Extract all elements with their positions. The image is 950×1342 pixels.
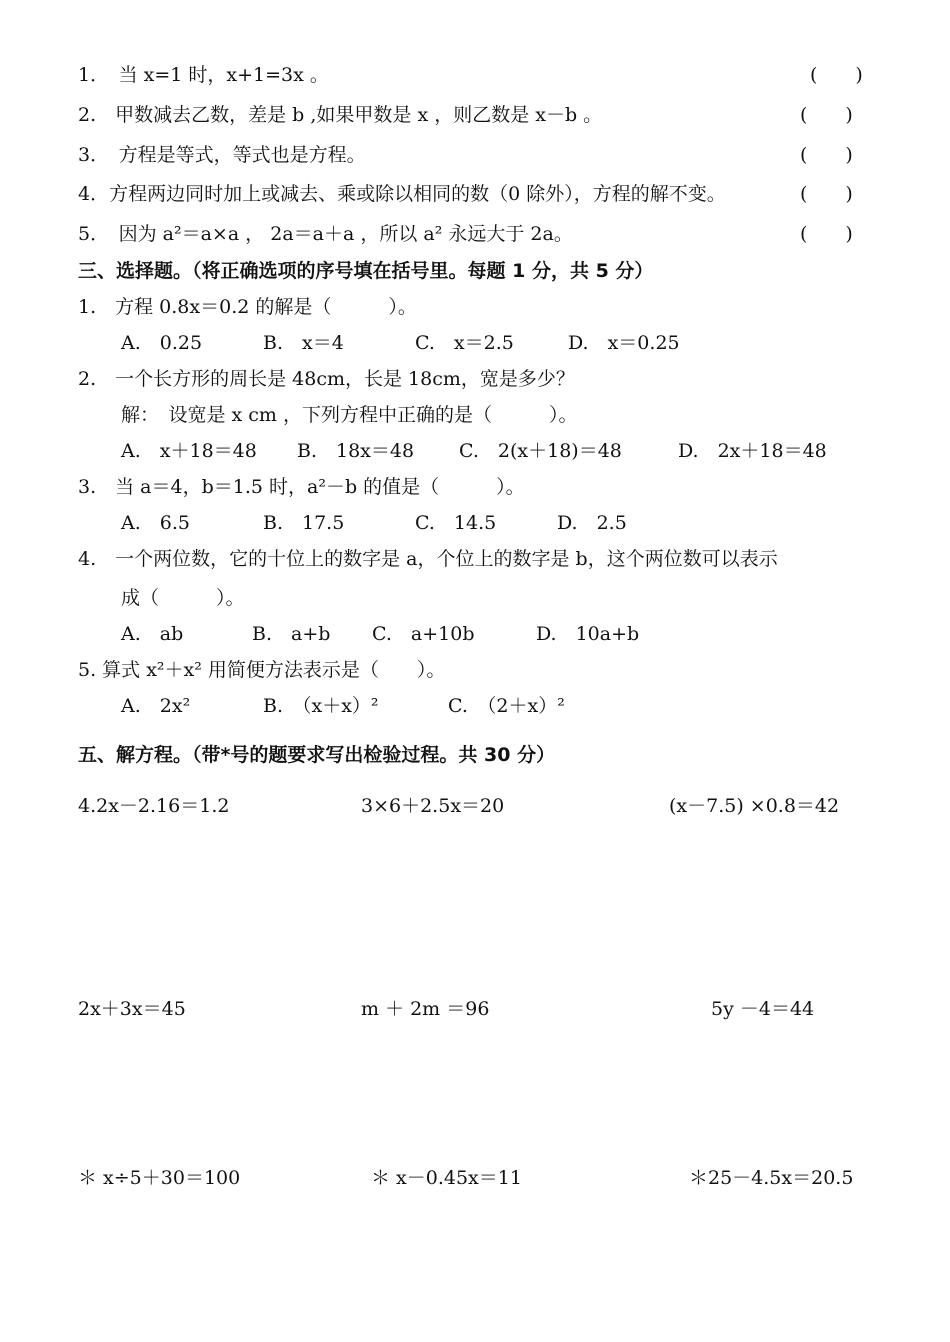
answer-paren-1[interactable]: ( ) (810, 64, 863, 86)
choice-heading: 三、选择题。（将正确选项的序号填在括号里。每题 1 分，共 5 分） (78, 260, 654, 282)
choice-q5-option-b[interactable]: B. （x＋x）² (263, 695, 379, 717)
equation-4: 2x＋3x＝45 (78, 998, 186, 1020)
answer-paren-2[interactable]: ( ) (800, 104, 853, 126)
choice-q1-option-a[interactable]: A. 0.25 (121, 332, 203, 354)
equation-7: ＊ x÷5＋30＝100 (78, 1167, 241, 1189)
equation-5: m ＋ 2m ＝96 (361, 998, 490, 1020)
choice-q1-option-d[interactable]: D. x＝0.25 (568, 332, 680, 354)
equation-6: 5y －4＝44 (711, 998, 815, 1020)
choice-q2-option-a[interactable]: A. x＋18＝48 (121, 440, 257, 462)
choice-q2-sub: 解： 设宽是 x cm ，下列方程中正确的是（ ）。 (121, 404, 578, 426)
judgment-item-2: 2. 甲数减去乙数，差是 b ,如果甲数是 x ，则乙数是 x－b 。 (78, 104, 603, 126)
choice-q1-stem: 1. 方程 0.8x＝0.2 的解是（ ）。 (78, 296, 417, 318)
choice-q1-option-c[interactable]: C. x＝2.5 (415, 332, 514, 354)
choice-q2-option-b[interactable]: B. 18x＝48 (297, 440, 415, 462)
judgment-item-4: 4．方程两边同时加上或减去、乘或除以相同的数（0 除外），方程的解不变。 (78, 183, 726, 205)
answer-paren-4[interactable]: ( ) (800, 183, 853, 205)
choice-q1-option-b[interactable]: B. x＝4 (263, 332, 344, 354)
answer-paren-3[interactable]: ( ) (800, 144, 853, 166)
choice-q5-option-a[interactable]: A. 2x² (121, 695, 191, 717)
choice-q4-option-b[interactable]: B. a+b (252, 623, 331, 645)
equation-3: (x－7.5) ×0.8＝42 (669, 795, 840, 817)
choice-q4-stem-continued: 成（ ）。 (121, 587, 245, 609)
solve-heading: 五、解方程。（带*号的题要求写出检验过程。共 30 分） (78, 744, 556, 766)
equation-1: 4.2x－2.16＝1.2 (78, 795, 230, 817)
choice-q3-option-a[interactable]: A. 6.5 (121, 512, 190, 534)
judgment-item-3: 3． 方程是等式，等式也是方程。 (78, 144, 366, 166)
equation-8: ＊ x－0.45x＝11 (371, 1167, 522, 1189)
choice-q3-stem: 3. 当 a＝4，b＝1.5 时，a²－b 的值是（ ）。 (78, 476, 525, 498)
answer-paren-5[interactable]: ( ) (800, 223, 853, 245)
equation-9: ＊25－4.5x＝20.5 (689, 1167, 854, 1189)
choice-q4-option-d[interactable]: D. 10a+b (536, 623, 640, 645)
choice-q2-stem: 2. 一个长方形的周长是 48cm，长是 18cm，宽是多少？ (78, 368, 575, 390)
choice-q3-option-c[interactable]: C. 14.5 (415, 512, 497, 534)
choice-q3-option-b[interactable]: B. 17.5 (263, 512, 345, 534)
judgment-item-1: 1． 当 x=1 时，x+1=3x 。 (78, 64, 329, 86)
choice-q4-stem: 4. 一个两位数，它的十位上的数字是 a，个位上的数字是 b，这个两位数可以表示 (78, 548, 778, 570)
choice-q4-option-a[interactable]: A. ab (121, 623, 184, 645)
choice-q2-option-c[interactable]: C. 2(x＋18)＝48 (459, 440, 622, 462)
judgment-item-5: 5． 因为 a²＝a×a ， 2a＝a＋a ，所以 a² 永远大于 2a。 (78, 223, 573, 245)
choice-q3-option-d[interactable]: D. 2.5 (557, 512, 627, 534)
choice-q2-option-d[interactable]: D. 2x＋18＝48 (678, 440, 827, 462)
equation-2: 3×6＋2.5x＝20 (361, 795, 505, 817)
choice-q5-option-c[interactable]: C. （2＋x）² (448, 695, 565, 717)
choice-q4-option-c[interactable]: C. a+10b (372, 623, 475, 645)
choice-q5-stem: 5. 算式 x²＋x² 用简便方法表示是（ ）。 (78, 659, 446, 681)
